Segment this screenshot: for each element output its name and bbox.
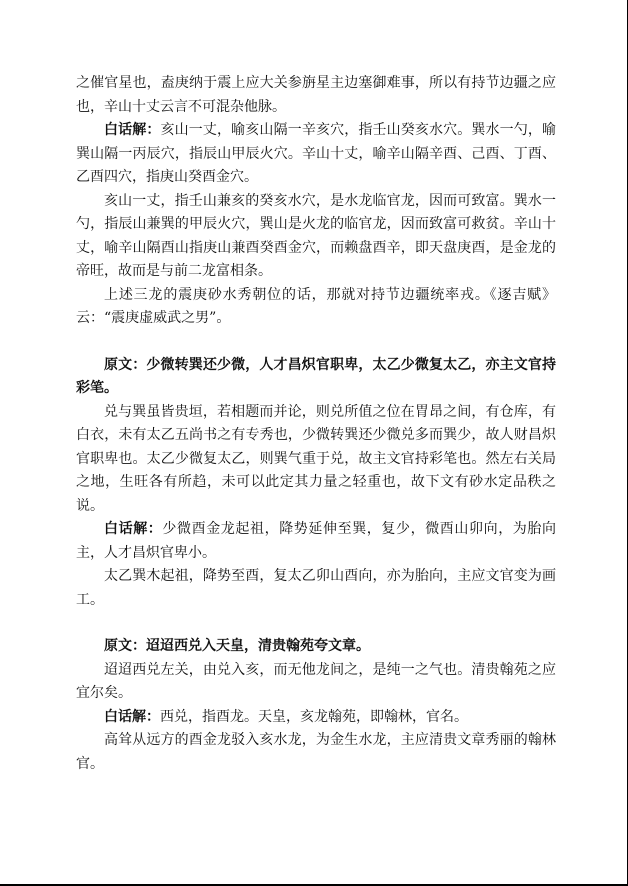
paragraph-original-text: 原文：迢迢西兑入天皇，清贵翰苑夸文章。 [104,638,370,654]
explanation-text: 亥山一丈，喻亥山隔一辛亥穴，指壬山癸亥水穴。巽水一勺，喻巽山隔一丙辰穴，指辰山甲辰火穴。辛山十丈，喻辛山隔辛酉、己酉、丁酉、乙酉四穴，指庚山癸酉金穴。 [76,122,557,185]
section-gap [76,331,556,354]
paragraph-text: 太乙巽木起祖，降势至酉，复太乙卯山酉向，亦为胎向，主应文官变为画工。 [76,568,556,608]
paragraph-explanation [76,518,556,565]
paragraph-text: 上述三龙的震庚砂水秀朝位的话，那就对持节边疆统率戎。《逐吉赋》云：“震庚虚威武之男”。 [76,286,556,326]
paragraph-text: 高耸从远方的酉金龙驳入亥水龙，为金生水龙，主应清贵文章秀丽的翰林官。 [76,732,556,772]
explanation-label: 白话解： [104,708,160,725]
paragraph-continuation: 之催官星也，盍庚纳于震上应大关参旃星主边塞御难事，所以有持节边疆之应也，辛山十丈云言不可混杂他脉。 [76,75,556,115]
document-body [76,72,556,776]
explanation-text: 少微酉金龙起祖，降势延伸至巽，复少，微酉山卯向，为胎向主，人才昌炽官卑小。 [76,521,557,561]
paragraph-commentary: 迢迢西兑左关，由兑入亥，而无他龙间之，是纯一之气也。清贵翰苑之应宜尔矣。 [76,661,556,701]
section-gap [76,612,556,635]
paragraph-text: 亥山一丈，指壬山兼亥的癸亥水穴，是水龙临官龙，因而可致富。巽水一勺，指辰山兼巽的甲辰火穴，巽山是火龙的临官龙，因而致富可救贫。辛山十丈，喻辛山隔酉山指庚山兼酉癸酉金穴，而赖盘酉辛，即天盘庚酉，是金龙的帝旺，故而是与前二龙富相条。 [76,192,556,279]
explanation-label: 白话解： [104,521,163,537]
explanation-text: 西兑，指酉龙。天皇，亥龙翰苑，即翰林，官名。 [160,708,468,725]
paragraph-commentary: 兑与巽虽皆贵垣，若相题而并论，则兑所值之位在胃昂之间，有仓库，有白衣，未有太乙五尚书之有专秀也，少微转巽还少微兑多而巽少，故人财昌炽官职卑也。太乙少微复太乙，则巽气重于兑，故主文官持彩笔也。然左右关局之地，生旺各有所趋，未可以此定其力量之轻重也，故下文有砂水定品秩之说。 [76,403,556,514]
paragraph-explanation [76,706,556,730]
explanation-label: 白话解： [104,122,161,138]
paragraph-original-text: 原文：少微转巽还少微，人才昌炽官职卑，太乙少微复太乙，亦主文官持彩笔。 [76,356,556,396]
paragraph-explanation [76,119,556,190]
